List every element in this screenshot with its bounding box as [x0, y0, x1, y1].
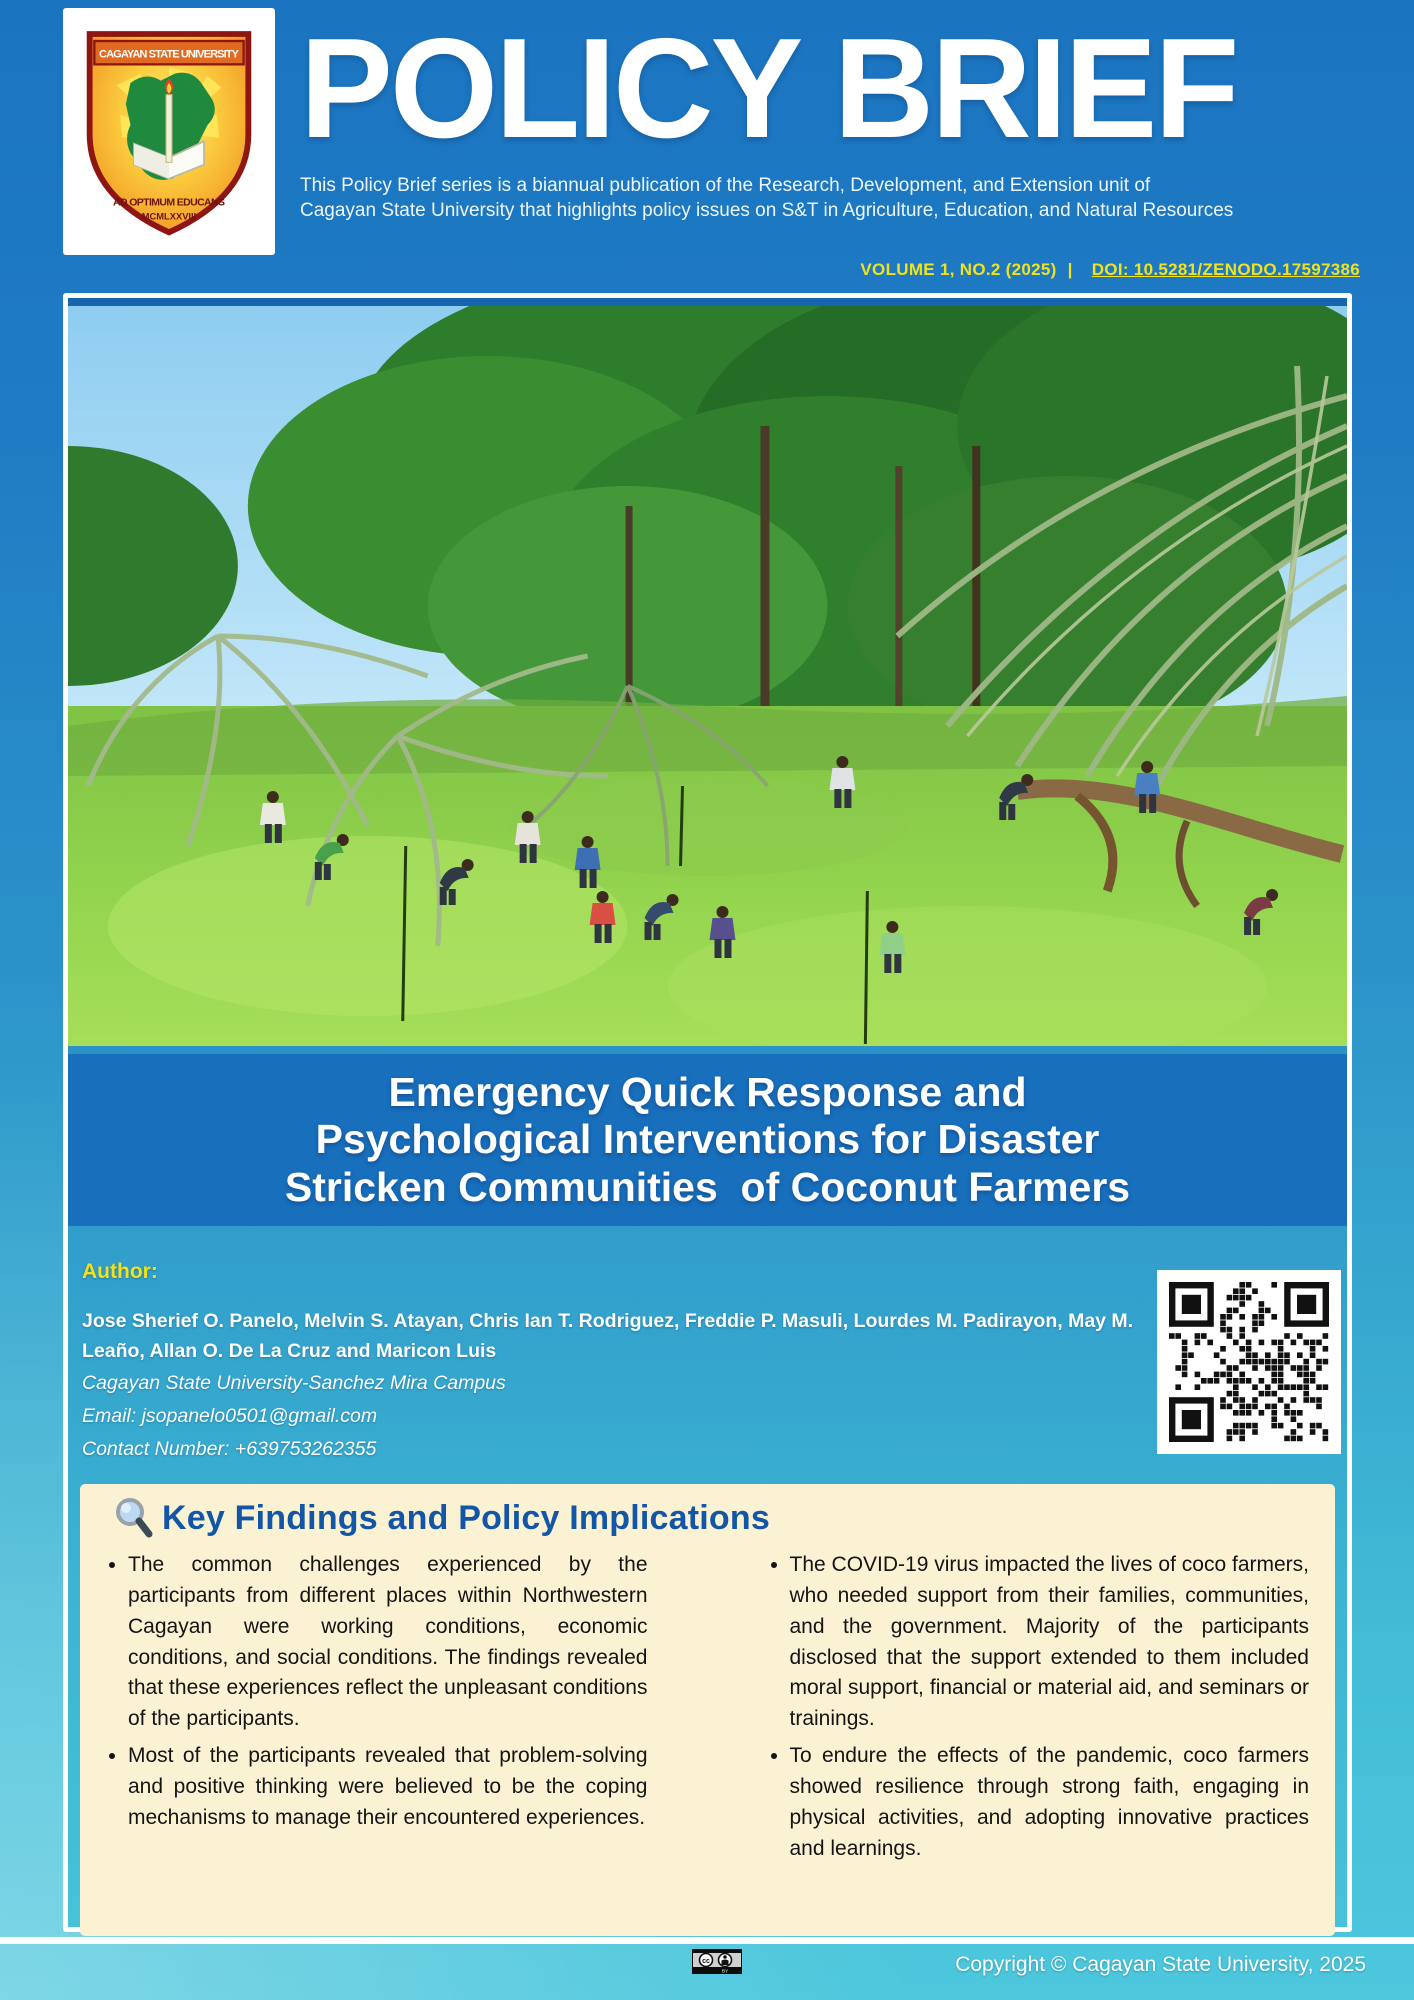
key-findings-panel — [80, 1484, 1335, 1936]
cover-photo-frame — [68, 298, 1347, 1054]
volume-label: VOLUME 1, NO.2 (2025) — [860, 260, 1057, 279]
key-findings-heading — [106, 1496, 1309, 1540]
author-contact: Contact Number: +639753262355 — [82, 1438, 377, 1461]
article-title-line-1: Emergency Quick Response and — [388, 1068, 1027, 1115]
qr-code — [1157, 1270, 1341, 1454]
key-findings-title: Key Findings and Policy Implications — [162, 1498, 770, 1537]
author-names: Jose Sherief O. Panelo, Melvin S. Atayan, Chris Ian T. Rodriguez, Freddie P. Masuli, Lourdes M. Padirayon, May M. Leaño, Allan O. De La Cruz and Maricon Luis — [82, 1310, 1134, 1363]
finding-item: • To endure the effects of the pandemic, coco farmers showed resilience through strong faith, engaging in physical activities, and adopting innovative practices and learnings. — [790, 1741, 1310, 1864]
seal-year: MCMLXXVIII — [141, 211, 197, 222]
author-label: Author: — [82, 1260, 158, 1283]
author-affiliation: Cagayan State University-Sanchez Mira Campus — [82, 1372, 506, 1395]
author-email: Email: jsopanelo0501@gmail.com — [82, 1405, 378, 1428]
volume-doi-line — [860, 260, 1360, 280]
article-title-line-2: Psychological Interventions for Disaster — [315, 1116, 1100, 1163]
finding-item: • Most of the participants revealed that problem-solving and positive thinking were believed to be the coping mechanisms to manage their encountered experiences. — [128, 1741, 648, 1834]
article-title-banner — [68, 1054, 1347, 1226]
separator: | — [1067, 260, 1073, 279]
key-findings-left-column — [106, 1550, 648, 1871]
seal-motto: AD OPTIMUM EDUCANS — [113, 196, 225, 208]
copyright-text: Copyright © Cagayan State University, 2025 — [955, 1953, 1366, 1976]
svg-text:BY: BY — [721, 1968, 729, 1974]
seal-university-name: CAGAYAN STATE UNIVERSITY — [99, 47, 239, 60]
university-seal-icon — [80, 27, 258, 237]
masthead — [300, 9, 1370, 223]
footer — [0, 1944, 1414, 2000]
doi-link[interactable]: DOI: 10.5281/ZENODO.17597386 — [1091, 260, 1360, 279]
magnifier-icon — [112, 1496, 156, 1540]
university-logo-box — [63, 8, 275, 255]
cc-by-license-icon — [692, 1949, 742, 1979]
main-content-box — [63, 293, 1352, 1932]
page-title: POLICY BRIEF — [300, 9, 1237, 168]
cover-photo — [68, 306, 1347, 1046]
author-section — [68, 1226, 1347, 1484]
key-findings-columns — [106, 1550, 1309, 1871]
key-findings-right-column — [768, 1550, 1310, 1871]
footer-divider — [0, 1937, 1414, 1944]
finding-item: • The common challenges experienced by the participants from different places within Northwestern Cagayan were working conditions, economic conditions, and social conditions. The findings revealed that these experiences reflect the unpleasant conditions of the participants. — [128, 1550, 648, 1735]
qr-code-icon — [1157, 1270, 1341, 1454]
article-title-line-3: Stricken Communities of Coconut Farmers — [284, 1163, 1131, 1210]
subtitle-line-1: This Policy Brief series is a biannual publication of the Research, Development, and Extension unit of — [300, 175, 1151, 196]
masthead-subtitle — [300, 174, 1370, 223]
finding-item: • The COVID-19 virus impacted the lives of coco farmers, who needed support from their families, communities, and the government. Majority of the participants disclosed that the support extended to them included moral support, financial or material aid, and seminars or trainings. — [790, 1550, 1310, 1735]
svg-text:cc: cc — [702, 1958, 710, 1965]
subtitle-line-2: Cagayan State University that highlights policy issues on S&T in Agriculture, Education, and Natural Resources — [300, 199, 1234, 221]
